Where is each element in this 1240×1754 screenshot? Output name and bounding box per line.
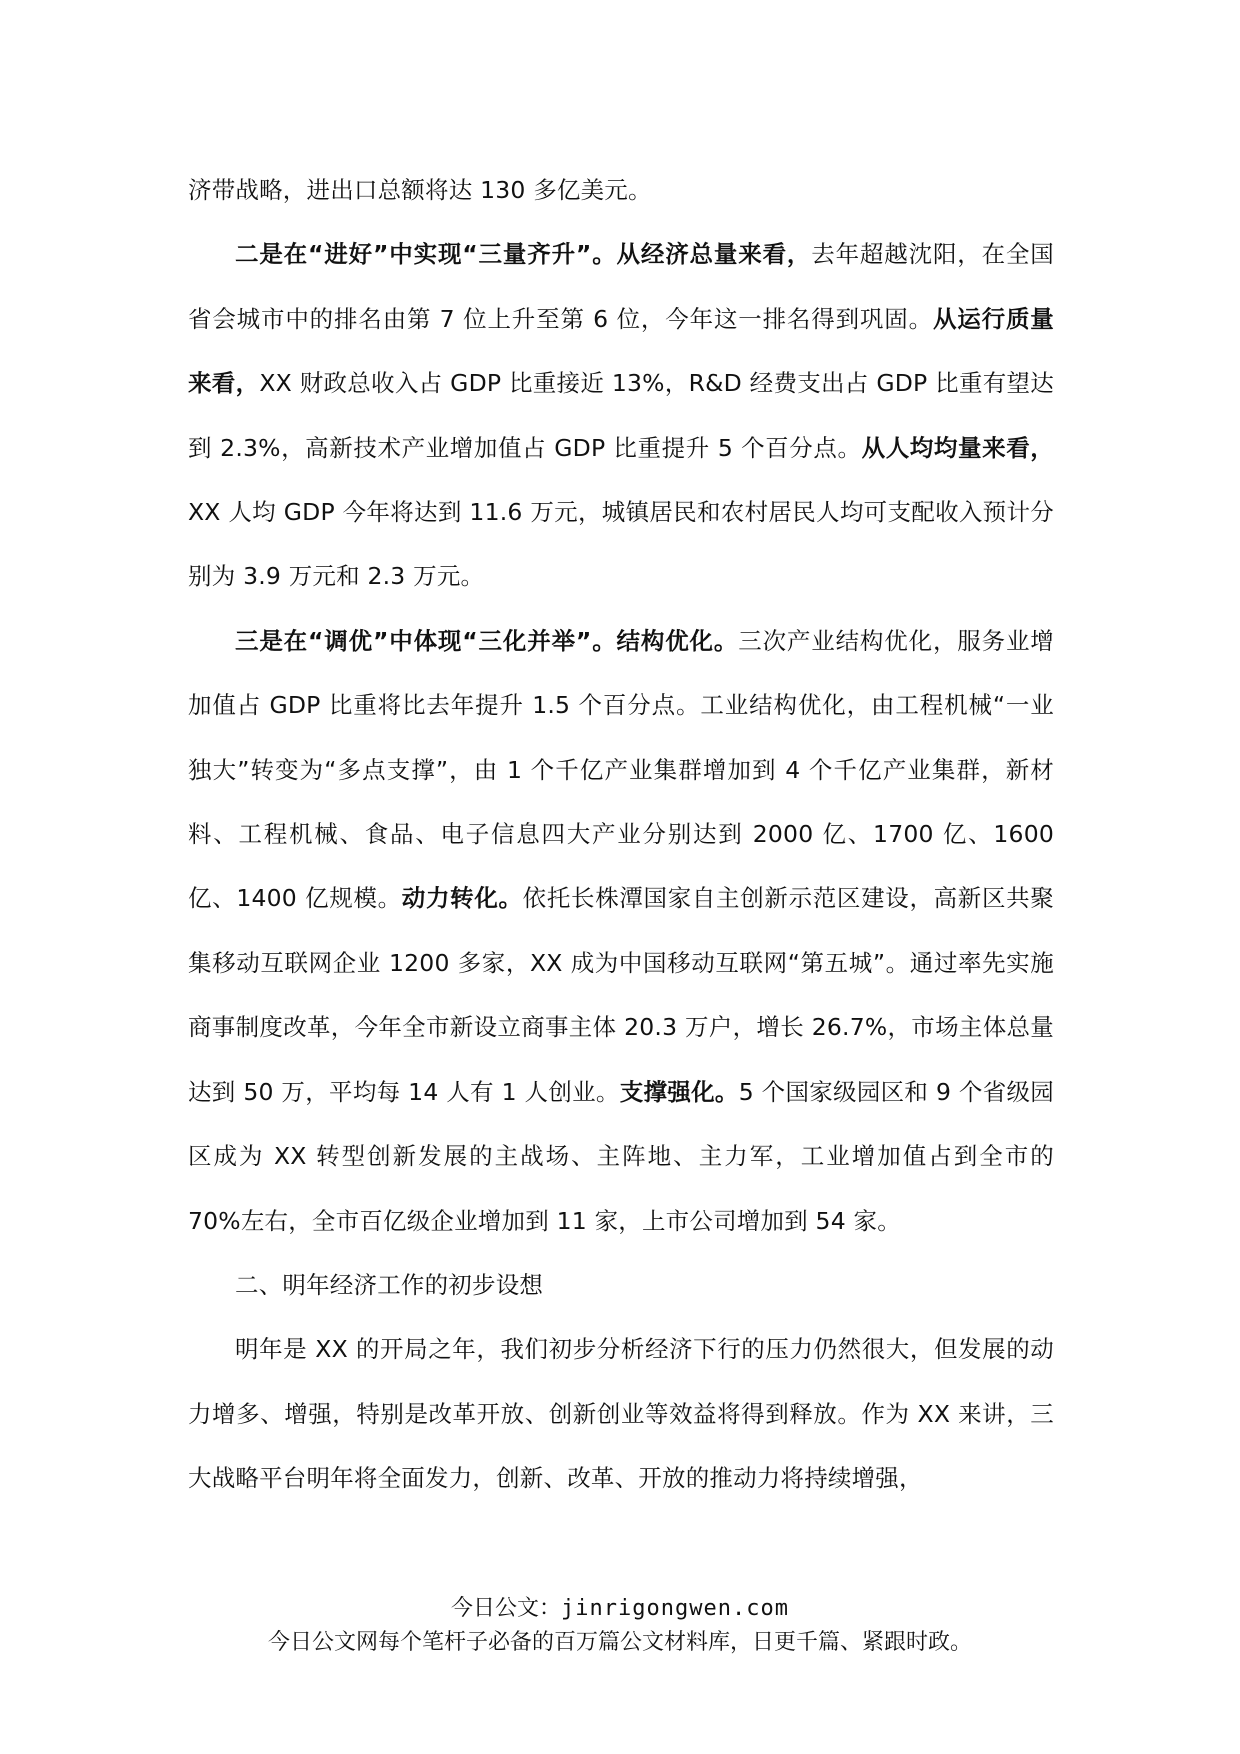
paragraph-text: 明年是 XX 的开局之年，我们初步分析经济下行的压力仍然很大，但发展的动力增多、增强，特别是改革开放、创新创业等效益将得到释放。作为 XX 来讲，三大战略平台明年将全面发力，创新、改革、开放的推动力将持续增强， bbox=[188, 1335, 1054, 1493]
paragraph-continuation bbox=[188, 158, 1054, 222]
paragraph-text: 5 个国家级园区和 9 个省级园区成为 XX 转型创新发展的主战场、主阵地、主力军，工业增加值占到全市的 70%左右，全市百亿级企业增加到 11 家，上市公司增加到 54 家。 bbox=[188, 1077, 1055, 1235]
footer-url-link[interactable]: jinrigongwen.com bbox=[561, 1596, 789, 1621]
paragraph-text: 依托长株潭国家自主创新示范区建设，高新区共聚集移动互联网企业 1200 多家，XX 成为中国移动互联网“第五城”。通过率先实施商事制度改革，今年全市新设立商事主体 20.3 万户，增长 26.7%，市场主体总量达到 50 万，平均每 14 人有 1 人创业。 bbox=[188, 884, 1055, 1106]
footer-label: 今日公文： bbox=[451, 1596, 562, 1621]
footer-tagline: 今日公文网每个笔杆子必备的百万篇公文材料库，日更千篇、紧跟时政。 bbox=[267, 1630, 972, 1655]
footer-site-line bbox=[0, 1592, 1240, 1626]
paragraph-text: XX 人均 GDP 今年将达到 11.6 万元，城镇居民和农村居民人均可支配收入预计分别为 3.9 万元和 2.3 万元。 bbox=[188, 498, 1054, 591]
paragraph-text: 三次产业结构优化，服务业增加值占 GDP 比重将比去年提升 1.5 个百分点。工业结构优化，由工程机械“一业独大”转变为“多点支撑”，由 1 个千亿产业集群增加到 4 个千亿产业集群，新材料、工程机械、食品、电子信息四大产业分别达到 2000 亿、1700 亿、1600 亿、1400 亿规模。 bbox=[188, 626, 1054, 913]
bold-heading: 从运行质量来看， bbox=[188, 304, 1054, 398]
bold-heading: 从人均均量来看， bbox=[861, 433, 1054, 462]
bold-heading: 二是在“进好”中实现“三量齐升”。从经济总量来看， bbox=[235, 240, 812, 269]
section-heading-text: 二、明年经济工作的初步设想 bbox=[235, 1270, 544, 1299]
bold-heading: 支撑强化。 bbox=[619, 1077, 739, 1106]
paragraph-next-year bbox=[188, 1317, 1054, 1510]
bold-heading: 动力转化。 bbox=[401, 884, 523, 913]
footer-watermark bbox=[0, 1592, 1240, 1660]
paragraph-text: 去年超越沈阳，在全国省会城市中的排名由第 7 位上升至第 6 位，今年这一排名得到巩固。 bbox=[188, 240, 1054, 333]
paragraph-tiaoyou bbox=[188, 609, 1054, 1253]
bold-heading: 三是在“调优”中体现“三化并举”。结构优化。 bbox=[235, 626, 739, 655]
document-body bbox=[188, 158, 1054, 1511]
paragraph-text: XX 财政总收入占 GDP 比重接近 13%，R&D 经费支出占 GDP 比重有望达到 2.3%，高新技术产业增加值占 GDP 比重提升 5 个百分点。 bbox=[188, 369, 1054, 462]
paragraph-jinhao bbox=[188, 222, 1054, 608]
section-heading bbox=[188, 1253, 1054, 1317]
paragraph-text: 济带战略，进出口总额将达 130 多亿美元。 bbox=[188, 176, 652, 204]
